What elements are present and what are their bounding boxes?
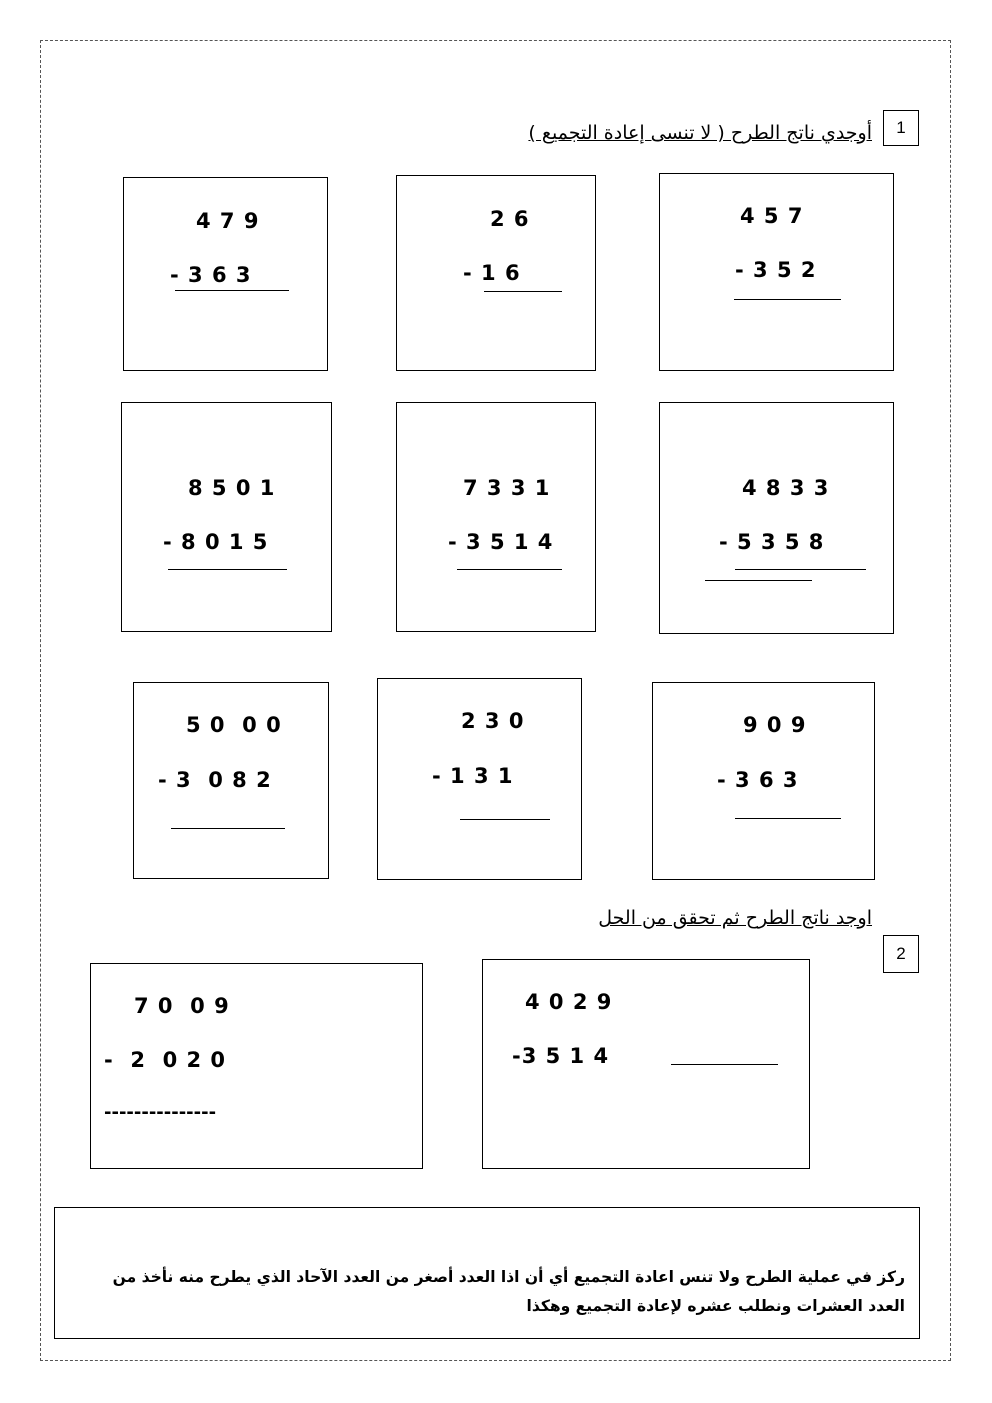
minuend: 2 3 0: [461, 709, 525, 733]
problem-box: [121, 402, 332, 632]
problem-box: [659, 402, 894, 634]
minuend: 9 0 9: [743, 713, 807, 737]
answer-line: [705, 580, 812, 581]
section1-heading: أوجدي ناتج الطرح ( لا تنسى إعادة التجميع ): [528, 122, 872, 144]
question-number-2: 2: [883, 935, 919, 973]
problem-box: [652, 682, 875, 880]
minuend: 7 3 3 1: [463, 476, 551, 500]
subtrahend: - 5 3 5 8: [719, 530, 825, 554]
answer-line: [671, 1064, 778, 1065]
minuend: 7 0 0 9: [134, 994, 230, 1018]
minuend: 4 5 7: [740, 204, 804, 228]
answer-line: [484, 291, 562, 292]
note-box: [54, 1207, 920, 1339]
answer-line: [171, 828, 285, 829]
subtrahend: - 3 5 2: [735, 258, 817, 282]
problem-box: [133, 682, 329, 879]
section2-heading: اوجد ناتج الطرح ثم تحقق من الحل: [598, 907, 872, 929]
subtrahend: -3 5 1 4: [512, 1044, 610, 1068]
minuend: 4 8 3 3: [742, 476, 830, 500]
subtrahend: - 2 0 2 0: [104, 1048, 227, 1072]
problem-box: [123, 177, 328, 371]
problem-box: [659, 173, 894, 371]
problem-box: [90, 963, 423, 1169]
reminder-note: ركز في عملية الطرح ولا تنس اعادة التجميع أي أن اذا العدد أصغر من العدد الآحاد الذي يطرح منه نأخذ من العدد العشرات ونطلب عشره لإعادة التجميع وهكذا: [112, 1268, 905, 1315]
answer-line: [457, 569, 562, 570]
subtrahend: - 8 0 1 5: [163, 530, 269, 554]
minuend: 5 0 0 0: [186, 713, 282, 737]
answer-line: [460, 819, 550, 820]
subtrahend: - 3 0 8 2: [158, 768, 272, 792]
problem-box: [396, 175, 596, 371]
subtrahend: - 3 6 3: [717, 768, 799, 792]
subtrahend: - 1 6: [463, 261, 521, 285]
answer-line: [735, 818, 841, 819]
problem-box: [482, 959, 810, 1169]
minuend: 4 7 9: [196, 209, 260, 233]
answer-line: [734, 299, 841, 300]
subtrahend: - 3 6 3: [170, 263, 252, 287]
problem-box: [377, 678, 582, 880]
answer-dashes: ---------------: [104, 1102, 217, 1123]
question-number-1: 1: [883, 110, 919, 146]
answer-line: [175, 290, 289, 291]
minuend: 2 6: [490, 207, 530, 231]
minuend: 8 5 0 1: [188, 476, 276, 500]
subtrahend: - 3 5 1 4: [448, 530, 554, 554]
subtrahend: - 1 3 1: [432, 764, 514, 788]
problem-box: [396, 402, 596, 632]
answer-line: [735, 569, 866, 570]
answer-line: [168, 569, 287, 570]
minuend: 4 0 2 9: [525, 990, 613, 1014]
